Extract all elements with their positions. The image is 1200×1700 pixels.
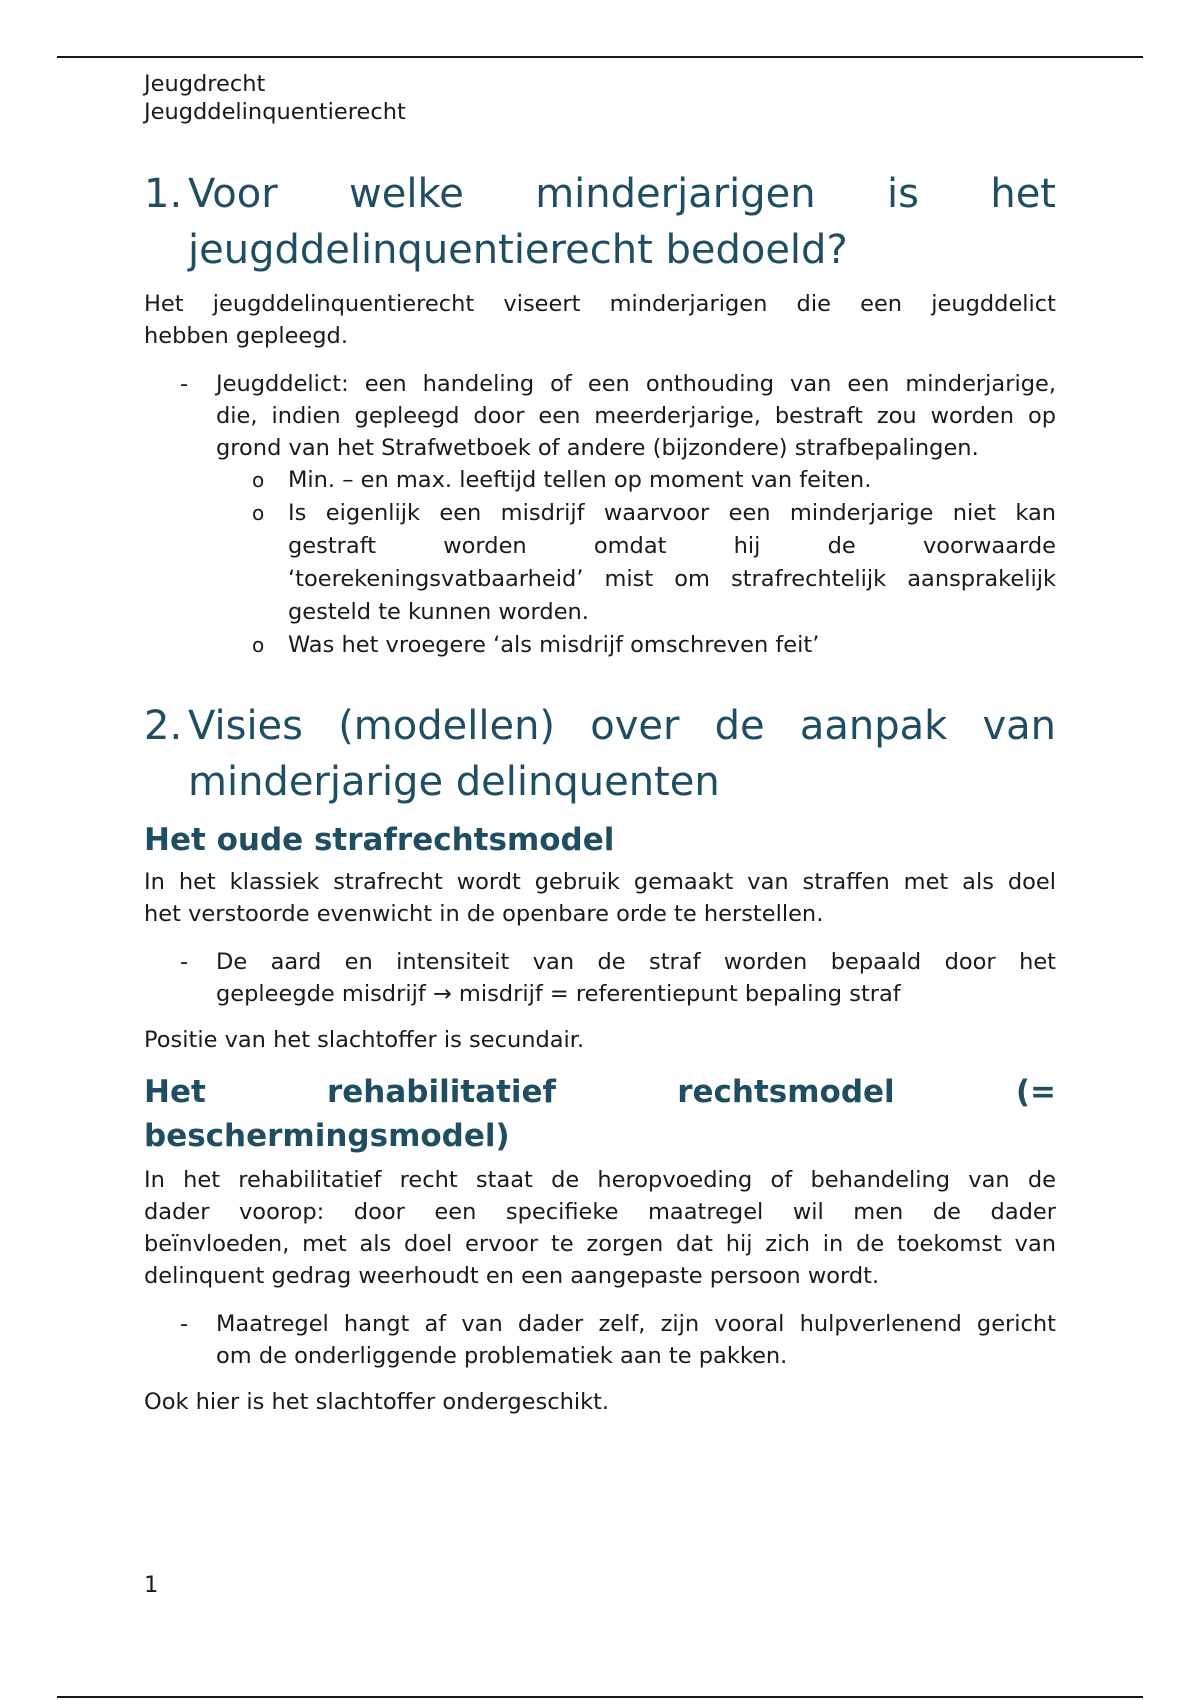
section2-heading [144,698,1056,810]
section1-intro-line2: hebben gepleegd. [144,323,348,349]
circle-bullet: o [252,501,265,525]
page-number: 1 [144,1572,159,1598]
circle-bullet: o [252,633,265,657]
dash-bullet: - [180,1311,189,1337]
rehabilitatief-heading-line1: Het rehabilitatief rechtsmodel (= [144,1074,1056,1110]
strafrechtsmodel-item [144,946,1056,1010]
strafrechtsmodel-item-line1: De aard en intensiteit van de straf worden bepaald door het [216,949,1056,975]
sub-item-misdrijf-line2: gestraft worden omdat hij de voorwaarde [288,533,1056,559]
section1-title-line1: Voor welke minderjarigen is het [188,171,1056,217]
sub-item-history [144,629,1056,662]
rehabilitatief-paragraph [144,1164,1056,1292]
section2-title-line1: Visies (modellen) over de aanpak van [188,703,1056,749]
subheading-strafrechtsmodel: Het oude strafrechtsmodel [144,822,615,858]
strafrechtsmodel-paragraph [144,866,1056,930]
header-course: Jeugdrecht [144,71,266,97]
sub-item-misdrijf-line3: ‘toerekeningsvatbaarheid’ mist om strafrechtelijk aansprakelijk [288,566,1056,592]
sub-item-misdrijf-line4: gesteld te kunnen worden. [288,599,589,625]
definition-line3: grond van het Strafwetboek of andere (bijzondere) strafbepalingen. [216,435,979,461]
page-content [144,70,1056,1418]
sub-item-misdrijf [144,497,1056,629]
circle-bullet: o [252,468,265,492]
section2-title-line2: minderjarige delinquenten [188,759,720,805]
subheading-rehabilitatief [144,1070,1056,1158]
rehabilitatief-item [144,1308,1056,1372]
section1-intro [144,288,1056,352]
rehabilitatief-line3: beïnvloeden, met als doel ervoor te zorgen dat hij zich in de toekomst van [144,1231,1056,1257]
definition-line1: Jeugddelict: een handeling of een onthouding van een minderjarige, [216,371,1056,397]
sub-item-history-text: Was het vroegere ‘als misdrijf omschreven feit’ [288,632,820,658]
definition-line2: die, indien gepleegd door een meerderjarige, bestraft zou worden op [216,403,1056,429]
strafrechtsmodel-line1: In het klassiek strafrecht wordt gebruik gemaakt van straffen met als doel [144,869,1056,895]
dash-bullet: - [180,371,189,397]
top-rule [57,56,1143,58]
strafrechtsmodel-closing: Positie van het slachtoffer is secundair. [144,1027,585,1053]
rehabilitatief-line2: dader voorop: door een specifieke maatregel wil men de dader [144,1199,1056,1225]
section1-intro-line1: Het jeugddelinquentierecht viseert minderjarigen die een jeugddelict [144,291,1056,317]
jeugddelict-definition [144,368,1056,464]
header-subject: Jeugddelinquentierecht [144,99,406,125]
bottom-rule [57,1696,1143,1698]
rehabilitatief-item-line2: om de onderliggende problematiek aan te pakken. [216,1343,788,1369]
section1-number: 1. [144,171,183,217]
section2-number: 2. [144,703,183,749]
rehabilitatief-line1: In het rehabilitatief recht staat de heropvoeding of behandeling van de [144,1167,1056,1193]
sub-item-misdrijf-line1: Is eigenlijk een misdrijf waarvoor een minderjarige niet kan [288,500,1056,526]
strafrechtsmodel-item-line2: gepleegde misdrijf → misdrijf = referentiepunt bepaling straf [216,981,901,1007]
strafrechtsmodel-line2: het verstoorde evenwicht in de openbare orde te herstellen. [144,901,824,927]
rehabilitatief-item-line1: Maatregel hangt af van dader zelf, zijn vooral hulpverlenend gericht [216,1311,1056,1337]
sub-item-age [144,464,1056,497]
rehabilitatief-closing: Ook hier is het slachtoffer ondergeschikt. [144,1389,610,1415]
rehabilitatief-heading-line2: beschermingsmodel) [144,1118,510,1154]
section1-heading [144,166,1056,278]
dash-bullet: - [180,949,189,975]
section1-title-line2: jeugddelinquentierecht bedoeld? [188,227,848,273]
sub-item-age-text: Min. – en max. leeftijd tellen op moment van feiten. [288,467,872,493]
rehabilitatief-line4: delinquent gedrag weerhoudt en een aangepaste persoon wordt. [144,1263,880,1289]
